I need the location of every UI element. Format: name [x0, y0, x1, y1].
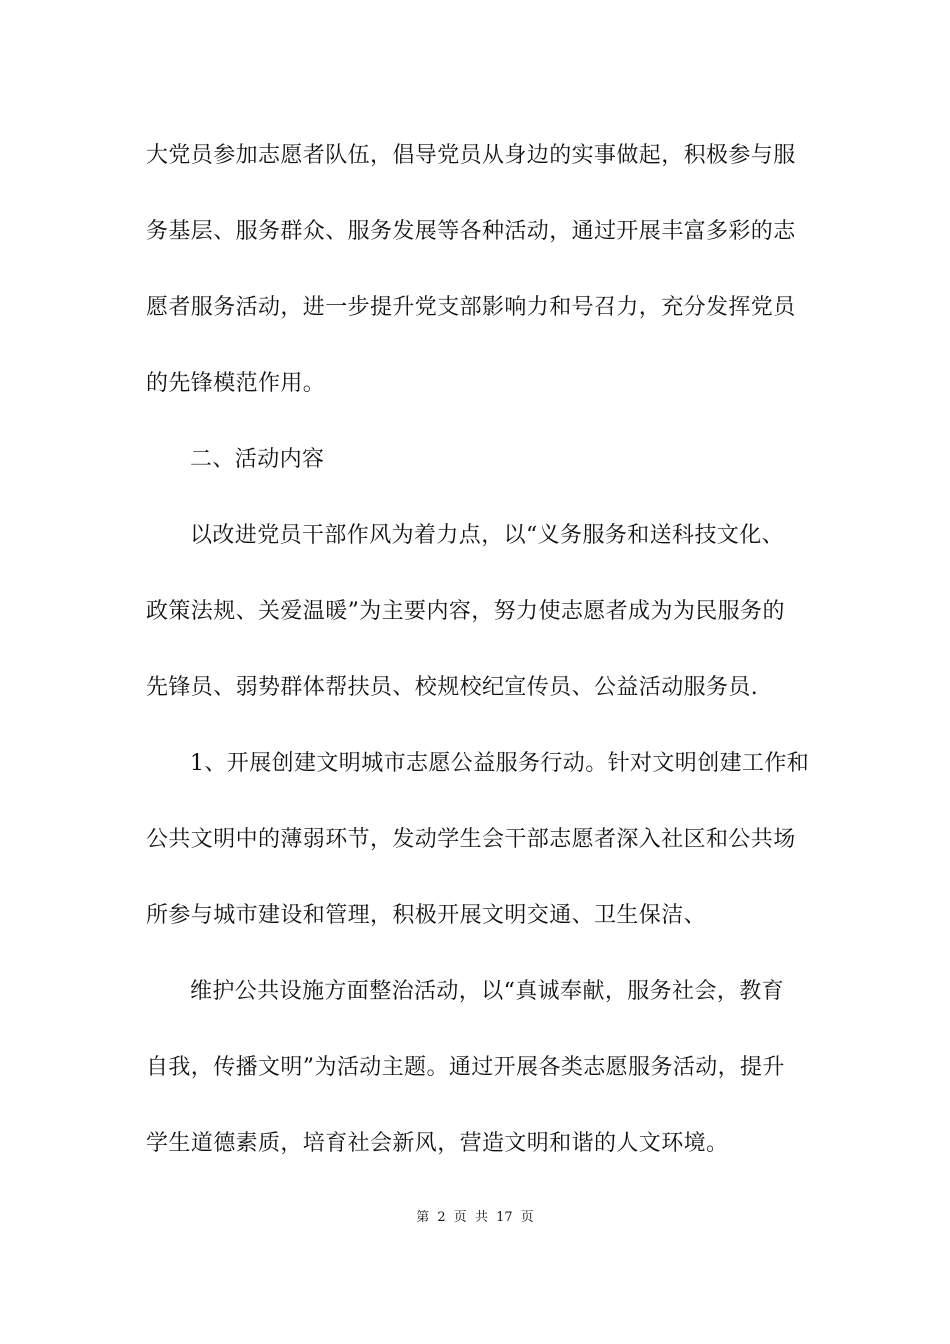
text-line: 以改进党员干部作风为着力点，以“义务服务和送科技文化、: [190, 523, 785, 548]
text-line: 愿者服务活动，进一步提升党支部影响力和号召力，充分发挥党员: [146, 295, 796, 320]
footer-total-word: 共: [474, 1210, 488, 1225]
text-line: 自我，传播文明”为活动主题。通过开展各类志愿服务活动，提升: [146, 1055, 785, 1080]
text-line: 维护公共设施方面整治活动，以“真诚奉献，服务社会，教育: [190, 979, 785, 1004]
text-line: 的先锋模范作用。: [146, 371, 326, 396]
current-page-number: 2: [437, 1210, 446, 1225]
text-line: 大党员参加志愿者队伍，倡导党员从身边的实事做起，积极参与服: [146, 143, 796, 168]
text-line: 政策法规、关爱温暖”为主要内容，努力使志愿者成为为民服务的: [146, 599, 785, 624]
text-line: 务基层、服务群众、服务发展等各种活动，通过开展丰富多彩的志: [146, 219, 796, 244]
section-heading: 二、活动内容: [190, 447, 325, 472]
text-line: 学生道德素质，培育社会新风，营造文明和谐的人文环境。: [146, 1131, 729, 1156]
footer-page-word: 页: [453, 1210, 467, 1225]
total-page-number: 17: [496, 1210, 513, 1225]
text-line: 所参与城市建设和管理，积极开展文明交通、卫生保洁、: [146, 903, 707, 928]
document-body: [146, 136, 818, 1200]
footer-prefix: 第: [416, 1210, 430, 1225]
text-line: 1、开展创建文明城市志愿公益服务行动。针对文明创建工作和: [190, 751, 810, 776]
page-footer: [0, 1208, 950, 1228]
text-line: 公共文明中的薄弱环节，发动学生会干部志愿者深入社区和公共场: [146, 827, 796, 852]
text-line: 先锋员、弱势群体帮扶员、校规校纪宣传员、公益活动服务员.: [146, 675, 759, 700]
footer-suffix: 页: [520, 1210, 534, 1225]
